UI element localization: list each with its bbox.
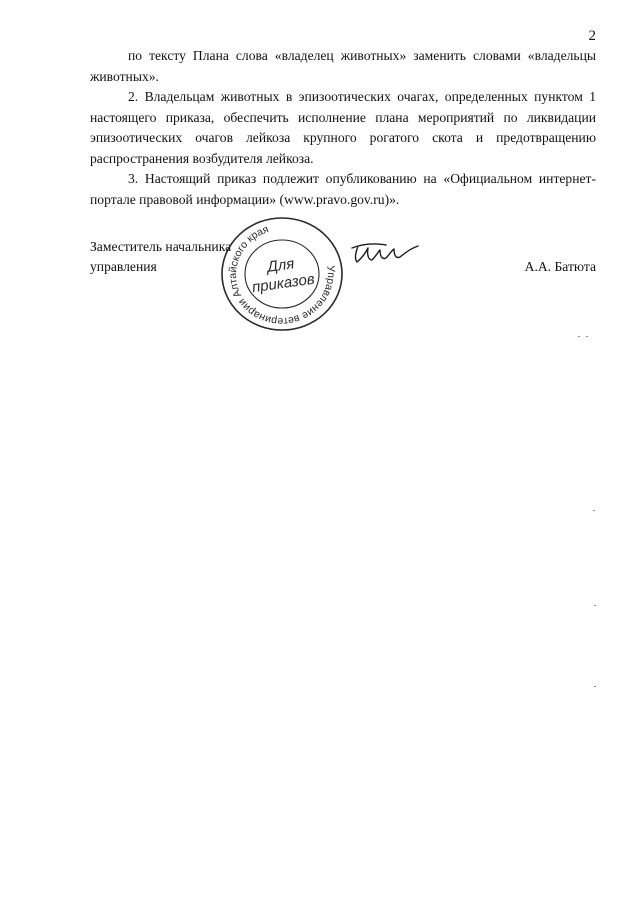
stamp-ring-text: Управление ветеринарии Алтайского края — [227, 223, 338, 328]
paragraph-2: 2. Владельцам животных в эпизоотических очагах, определенных пунктом 1 настоящего приказа, обеспечить исполнение плана мероприятий по ликвидации эпизоотических очагов лейкоза крупного рогатого скота и предотвращению распространения возбудителя лейкоза. — [90, 89, 596, 166]
stamp-center-line-2: приказов — [250, 270, 316, 297]
signatory-name: А.А. Батюта — [524, 259, 596, 274]
stamp-center-line-1: Для — [266, 255, 296, 276]
paragraph-1-continuation: по тексту Плана слова «владелец животных» заменить словами «владельцы животных». — [90, 48, 596, 84]
page-number: 2 — [588, 28, 596, 44]
handwritten-signature — [348, 238, 422, 270]
signatory-title: Заместитель начальника управления — [90, 239, 232, 274]
body-text — [90, 46, 596, 210]
official-stamp — [212, 212, 352, 337]
paragraph-3: 3. Настоящий приказ подлежит опубликованию на «Официальном интернет-портале правовой информации» (www.pravo.gov.ru)». — [90, 171, 596, 207]
